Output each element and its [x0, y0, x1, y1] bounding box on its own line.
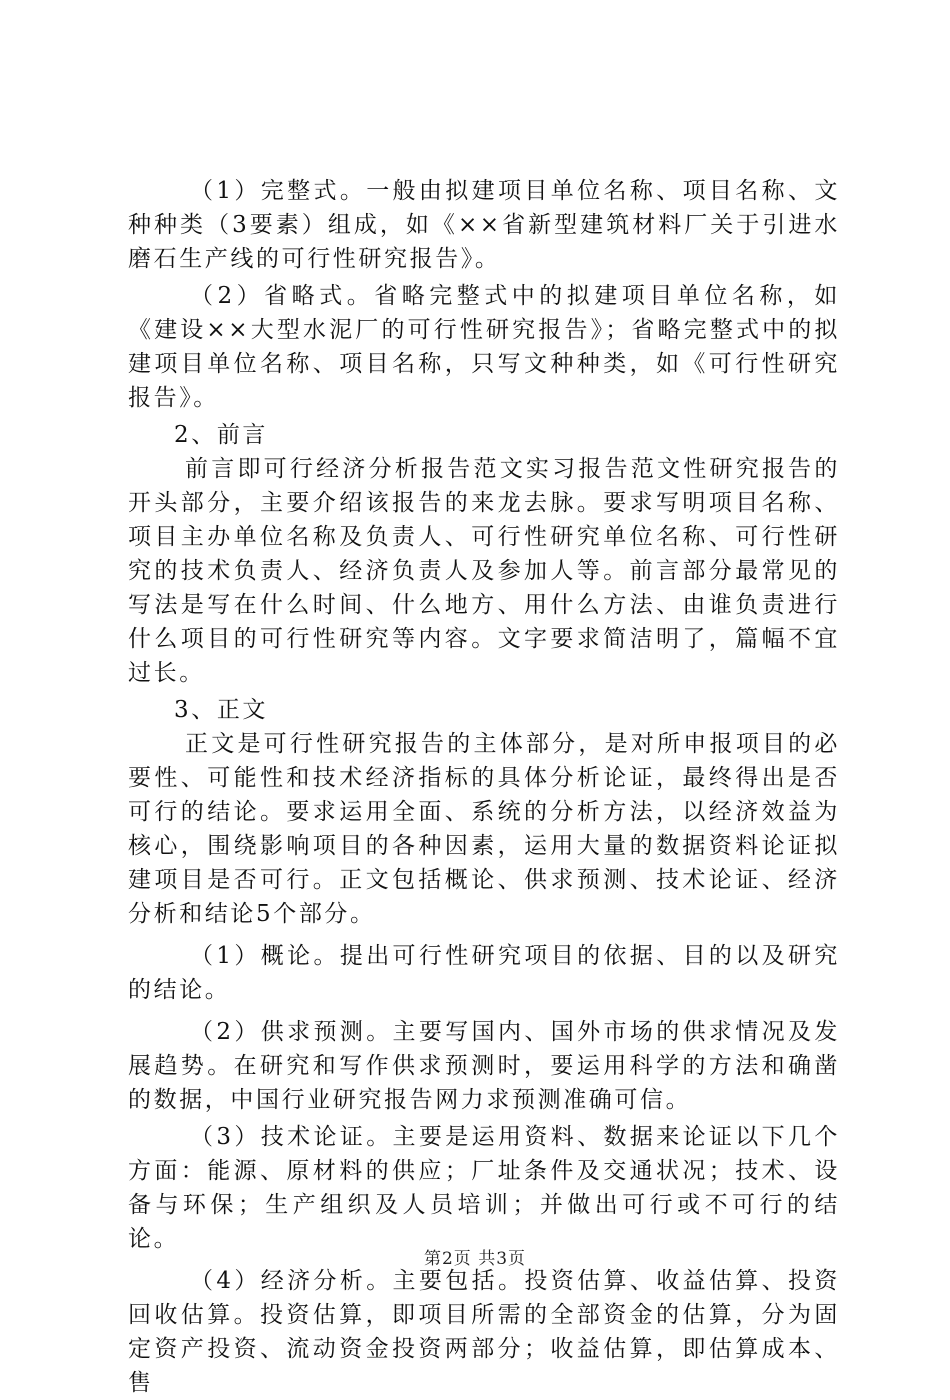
paragraph-supply-demand: （2）供求预测。主要写国内、国外市场的供求情况及发展趋势。在研究和写作供求预测时，要运用科学的方法和确凿的数据，中国行业研究报告网力求预测准确可信。 [128, 1019, 840, 1113]
paragraph-overview: （1）概论。提出可行性研究项目的依据、目的以及研究的结论。 [128, 943, 840, 1003]
paragraph-complete-form: （1）完整式。一般由拟建项目单位名称、项目名称、文种种类（3要素）组成，如《××省新型建筑材料厂关于引进水磨石生产线的可行性研究报告》。 [128, 178, 840, 272]
paragraph-abbreviated-form: （2）省略式。省略完整式中的拟建项目单位名称，如《建设××大型水泥厂的可行性研究报告》；省略完整式中的拟建项目单位名称、项目名称，只写文种种类，如《可行性研究报告》。 [128, 283, 840, 411]
section-heading-preface: 2、前言 [174, 422, 269, 448]
paragraph-economic-analysis: （4）经济分析。主要包括。投资估算、收益估算、投资回收估算。投资估算，即项目所需的全部资金的估算，分为固定资产投资、流动资金投资两部分；收益估算，即估算成本、售 [128, 1268, 840, 1396]
page-number-footer: 第2页 共3页 [423, 1249, 527, 1269]
document-body [128, 174, 840, 1400]
section-heading-main-text: 3、正文 [174, 697, 269, 723]
paragraph-preface: 前言即可行经济分析报告范文实习报告范文性研究报告的开头部分，主要介绍该报告的来龙去脉。要求写明项目名称、项目主办单位名称及负责人、可行性研究单位名称、可行性研究的技术负责人、经济负责人及参加人等。前言部分最常见的写法是写在什么时间、什么地方、用什么方法、由谁负责进行什么项目的可行性研究等内容。文字要求简洁明了，篇幅不宜过长。 [128, 456, 840, 686]
paragraph-main-text: 正文是可行性研究报告的主体部分，是对所申报项目的必要性、可能性和技术经济指标的具体分析论证，最终得出是否可行的结论。要求运用全面、系统的分析方法，以经济效益为核心，围绕影响项目的各种因素，运用大量的数据资料论证拟建项目是否可行。正文包括概论、供求预测、技术论证、经济分析和结论5个部分。 [128, 731, 840, 927]
paragraph-technical-argument: （3）技术论证。主要是运用资料、数据来论证以下几个方面：能源、原材料的供应；厂址条件及交通状况；技术、设备与环保；生产组织及人员培训；并做出可行或不可行的结论。 [128, 1124, 840, 1252]
